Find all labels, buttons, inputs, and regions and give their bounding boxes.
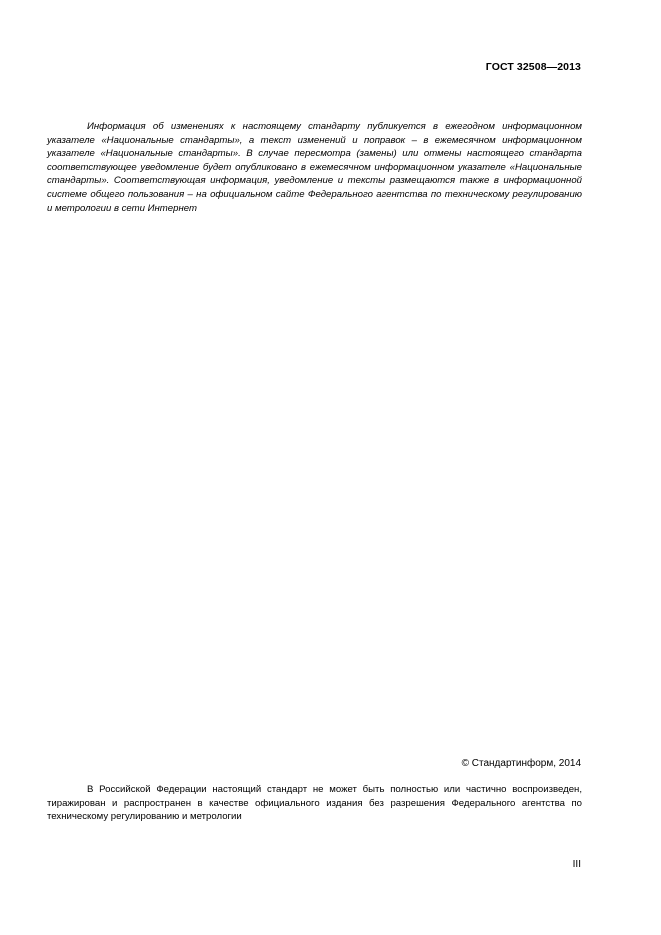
document-code: ГОСТ 32508—2013 xyxy=(485,61,581,73)
copyright-line: © Стандартинформ, 2014 xyxy=(461,758,581,769)
reproduction-rights-notice: В Российской Федерации настоящий стандарт не может быть полностью или частично воспроизведен, тиражирован и распространен в качестве официального издания без разрешения Федерального агентства по техническому регулированию и метрологии xyxy=(47,784,582,823)
page-number: III xyxy=(572,859,581,870)
amendments-notice: Информация об изменениях к настоящему стандарту публикуется в ежегодном информационном указателе «Национальные стандарты», а текст изменений и поправок – в ежемесячном информационном указателе «Национальные стандарты». В случае пересмотра (замены) или отмены настоящего стандарта соответствующее уведомление будет опубликовано в ежемесячном информационном указателе «Национальные стандарты». Соответствующая информация, уведомление и тексты размещаются также в информационной системе общего пользования – на официальном сайте Федерального агентства по техническому регулированию и метрологии в сети Интернет xyxy=(47,121,582,214)
